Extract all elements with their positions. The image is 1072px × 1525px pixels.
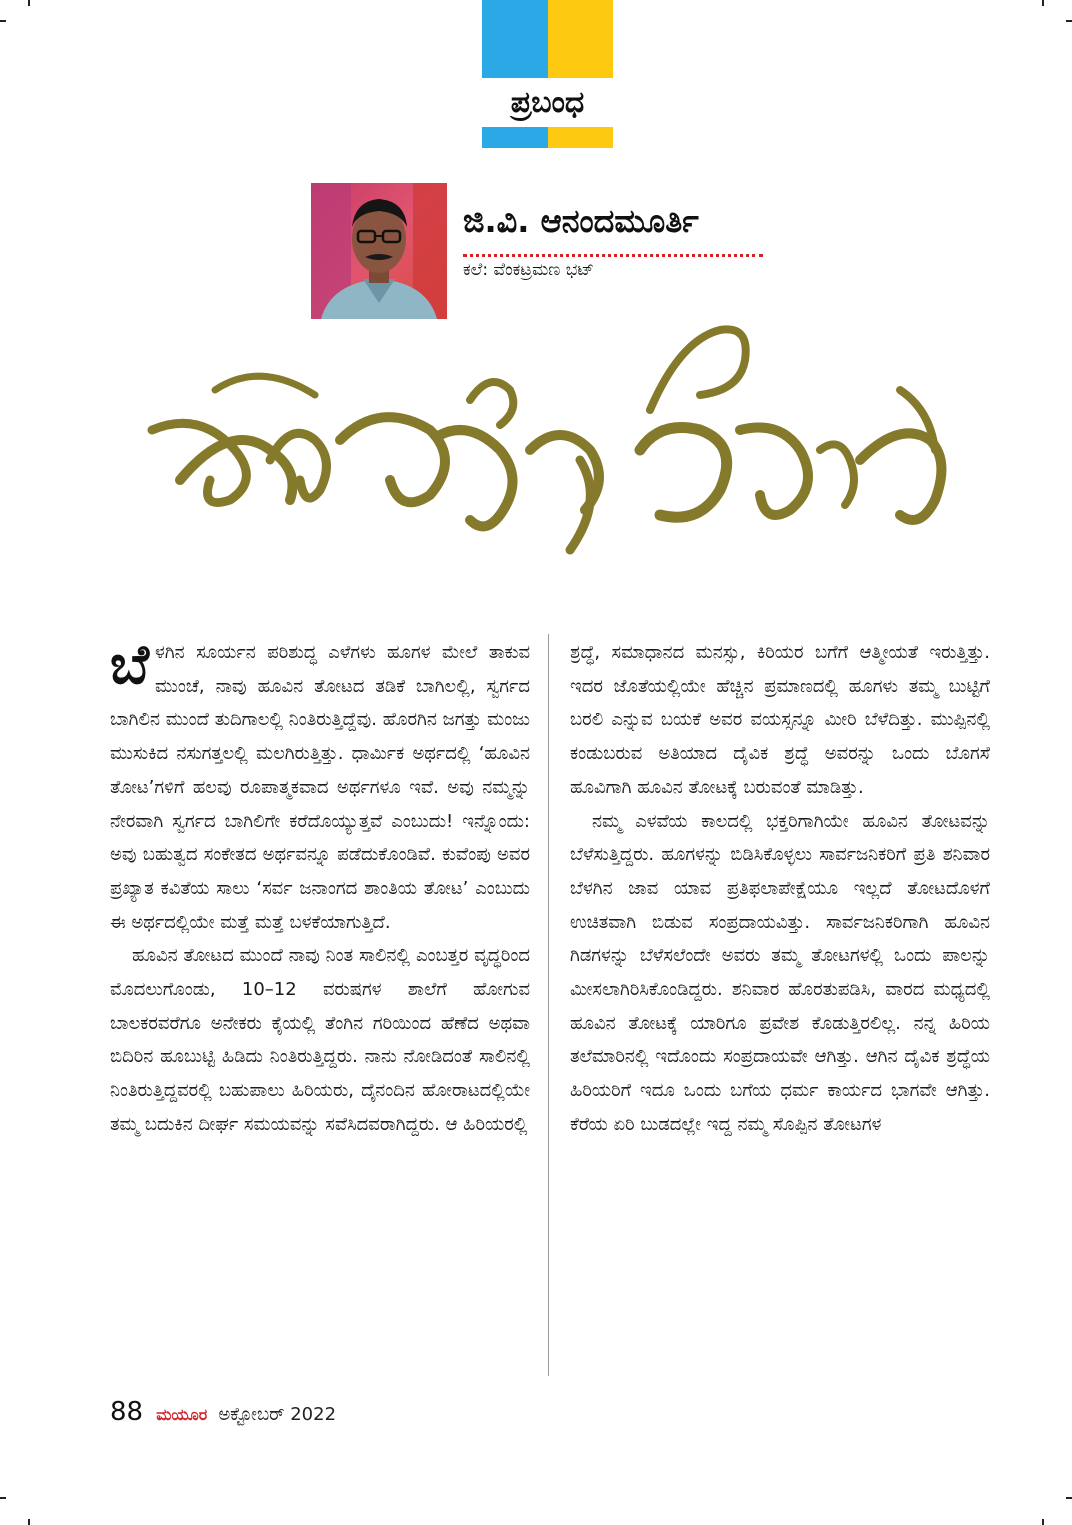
- article-paragraph: ಹೂವಿನ ತೋಟದ ಮುಂದೆ ನಾವು ನಿಂತ ಸಾಲಿನಲ್ಲಿ ಎಂಬತ್ತರ ವೃದ್ಧರಿಂದ ಮೊದಲುಗೊಂಡು, 10–12 ವರುಷಗಳ ಶಾಲೆಗೆ ಹೋಗುವ ಬಾಲಕರವರೆಗೂ ಅನೇಕರು ಕೈಯಲ್ಲಿ ತೆಂಗಿನ ಗರಿಯಿಂದ ಹೆಣೆದ ಅಥವಾ ಬಿದಿರಿನ ಹೂಬುಟ್ಟಿ ಹಿಡಿದು ನಿಂತಿರುತ್ತಿದ್ದರು. ನಾನು ನೋಡಿದಂತೆ ಸಾಲಿನಲ್ಲಿ ನಿಂತಿರುತ್ತಿದ್ದವರಲ್ಲಿ ಬಹುಪಾಲು ಹಿರಿಯರು, ದೈನಂದಿನ ಹೋರಾಟದಲ್ಲಿಯೇ ತಮ್ಮ ಬದುಕಿನ ದೀರ್ಘ ಸಮಯವನ್ನು ಸವೆಸಿದವರಾಗಿದ್ದರು. ಆ ಹಿರಿಯರಲ್ಲಿ: [110, 945, 530, 1135]
- yellow-block-bottom: [548, 127, 613, 148]
- crop-mark-top-left: [0, 20, 6, 22]
- section-label: ಪ್ರಬಂಧ: [510, 85, 585, 120]
- page-footer: [110, 1395, 336, 1429]
- crop-mark-bottom-left: [0, 1497, 6, 1499]
- author-photo: [311, 183, 447, 319]
- calligraphic-title: [140, 300, 960, 570]
- blue-block-top: [482, 0, 548, 78]
- section-label-block: [482, 0, 613, 148]
- article-paragraph: ಶ್ರದ್ಧೆ, ಸಮಾಧಾನದ ಮನಸ್ಸು, ಕಿರಿಯರ ಬಗೆಗೆ ಆತ್ಮೀಯತೆ ಇರುತ್ತಿತ್ತು. ಇದರ ಜೊತೆಯಲ್ಲಿಯೇ ಹೆಚ್ಚಿನ ಪ್ರಮಾಣದಲ್ಲಿ ಹೂಗಳು ತಮ್ಮ ಬುಟ್ಟಿಗೆ ಬರಲಿ ಎನ್ನುವ ಬಯಕೆ ಅವರ ವಯಸ್ಸನ್ನೂ ಮೀರಿ ಬೆಳೆದಿತ್ತು. ಮುಪ್ಪಿನಲ್ಲಿ ಕಂಡುಬರುವ ಅತಿಯಾದ ದೈವಿಕ ಶ್ರದ್ಧೆ ಅವರನ್ನು ಒಂದು ಬೊಗಸೆ ಹೂವಿಗಾಗಿ ಹೂವಿನ ತೋಟಕ್ಕೆ ಬರುವಂತೆ ಮಾಡಿತ್ತು.: [570, 642, 990, 798]
- crop-mark-bottom-right-tick: [1042, 1519, 1044, 1525]
- article-paragraph: [110, 633, 530, 939]
- paragraph-text: ಳಗಿನ ಸೂರ್ಯನ ಪರಿಶುದ್ಧ ಎಳೆಗಳು ಹೂಗಳ ಮೇಲೆ ತಾಕುವ ಮುಂಚೆ, ನಾವು ಹೂವಿನ ತೋಟದ ತಡಿಕೆ ಬಾಗಿಲಲ್ಲಿ, ಸ್ವರ್ಗದ ಬಾಗಿಲಿನ ಮುಂದೆ ತುದಿಗಾಲಲ್ಲಿ ನಿಂತಿರುತ್ತಿದ್ದೆವು. ಹೊರಗಿನ ಜಗತ್ತು ಮಂಜು ಮುಸುಕಿದ ನಸುಗತ್ತಲಲ್ಲಿ ಮಲಗಿರುತ್ತಿತ್ತು. ಧಾರ್ಮಿಕ ಅರ್ಥದಲ್ಲಿ ‘ಹೂವಿನ ತೋಟ’ಗಳಿಗೆ ಹಲವು ರೂಪಾತ್ಮಕವಾದ ಅರ್ಥಗಳೂ ಇವೆ. ಅವು ನಮ್ಮನ್ನು ನೇರವಾಗಿ ಸ್ವರ್ಗದ ಬಾಗಿಲಿಗೇ ಕರೆದೊಯ್ಯುತ್ತವೆ ಎಂಬುದು! ಇನ್ನೊಂದು: ಅವು ಬಹುತ್ವದ ಸಂಕೇತದ ಅರ್ಥವನ್ನೂ ಪಡೆದುಕೊಂಡಿವೆ. ಕುವೆಂಪು ಅವರ ಪ್ರಖ್ಯಾತ ಕವಿತೆಯ ಸಾಲು ‘ಸರ್ವ ಜನಾಂಗದ ಶಾಂತಿಯ ತೋಟ’ ಎಂಬುದು ಈ ಅರ್ಥದಲ್ಲಿಯೇ ಮತ್ತೆ ಮತ್ತೆ ಬಳಕೆಯಾಗುತ್ತಿದೆ.: [110, 642, 530, 933]
- author-divider: [463, 254, 763, 257]
- issue-date: ಅಕ್ಟೋಬರ್ 2022: [218, 1404, 337, 1425]
- article-paragraph: ನಮ್ಮ ಎಳವೆಯ ಕಾಲದಲ್ಲಿ ಭಕ್ತರಿಗಾಗಿಯೇ ಹೂವಿನ ತೋಟವನ್ನು ಬೆಳೆಸುತ್ತಿದ್ದರು. ಹೂಗಳನ್ನು ಬಿಡಿಸಿಕೊಳ್ಳಲು ಸಾರ್ವಜನಿಕರಿಗೆ ಪ್ರತಿ ಶನಿವಾರ ಬೆಳಗಿನ ಜಾವ ಯಾವ ಪ್ರತಿಫಲಾಪೇಕ್ಷೆಯೂ ಇಲ್ಲದೆ ತೋಟದೊಳಗೆ ಉಚಿತವಾಗಿ ಬಿಡುವ ಸಂಪ್ರದಾಯವಿತ್ತು. ಸಾರ್ವಜನಿಕರಿಗಾಗಿ ಹೂವಿನ ಗಿಡಗಳನ್ನು ಬೆಳೆಸಲೆಂದೇ ಅವರು ತಮ್ಮ ತೋಟಗಳಲ್ಲಿ ಒಂದು ಪಾಲನ್ನು ಮೀಸಲಾಗಿರಿಸಿಕೊಂಡಿದ್ದರು. ಶನಿವಾರ ಹೊರತುಪಡಿಸಿ, ವಾರದ ಮಧ್ಯದಲ್ಲಿ ಹೂವಿನ ತೋಟಕ್ಕೆ ಯಾರಿಗೂ ಪ್ರವೇಶ ಕೊಡುತ್ತಿರಲಿಲ್ಲ. ನನ್ನ ಹಿರಿಯ ತಲೆಮಾರಿನಲ್ಲಿ ಇದೊಂದು ಸಂಪ್ರದಾಯವೇ ಆಗಿತ್ತು. ಆಗಿನ ದೈವಿಕ ಶ್ರದ್ಧೆಯ ಹಿರಿಯರಿಗೆ ಇದೂ ಒಂದು ಬಗೆಯ ಧರ್ಮ ಕಾರ್ಯದ ಭಾಗವೇ ಆಗಿತ್ತು. ಕೆರೆಯ ಏರಿ ಬುಡದಲ್ಲೇ ಇದ್ದ ನಮ್ಮ ಸೊಪ್ಪಿನ ತೋಟಗಳ: [570, 810, 990, 1135]
- author-name: ಜಿ.ವಿ. ಆನಂದಮೂರ್ತಿ: [463, 202, 699, 240]
- illustration-credit: ಕಲೆ: ವೆಂಕಟ್ರಮಣ ಭಟ್: [463, 260, 594, 280]
- crop-mark-top-right-tick: [1042, 0, 1044, 6]
- article-column-right: [570, 636, 990, 1142]
- yellow-block-top: [548, 0, 613, 78]
- crop-mark-top-tick: [28, 0, 30, 6]
- column-divider: [548, 634, 549, 1376]
- article-column-left: [110, 633, 530, 1142]
- magazine-name: ಮಯೂರ: [156, 1405, 208, 1424]
- crop-mark-bottom-tick: [28, 1519, 30, 1525]
- drop-cap: ಬೆ: [110, 633, 150, 696]
- page-number: 88: [110, 1397, 144, 1427]
- blue-block-bottom: [482, 127, 548, 148]
- crop-mark-top-right: [1066, 20, 1072, 22]
- crop-mark-bottom-right: [1066, 1497, 1072, 1499]
